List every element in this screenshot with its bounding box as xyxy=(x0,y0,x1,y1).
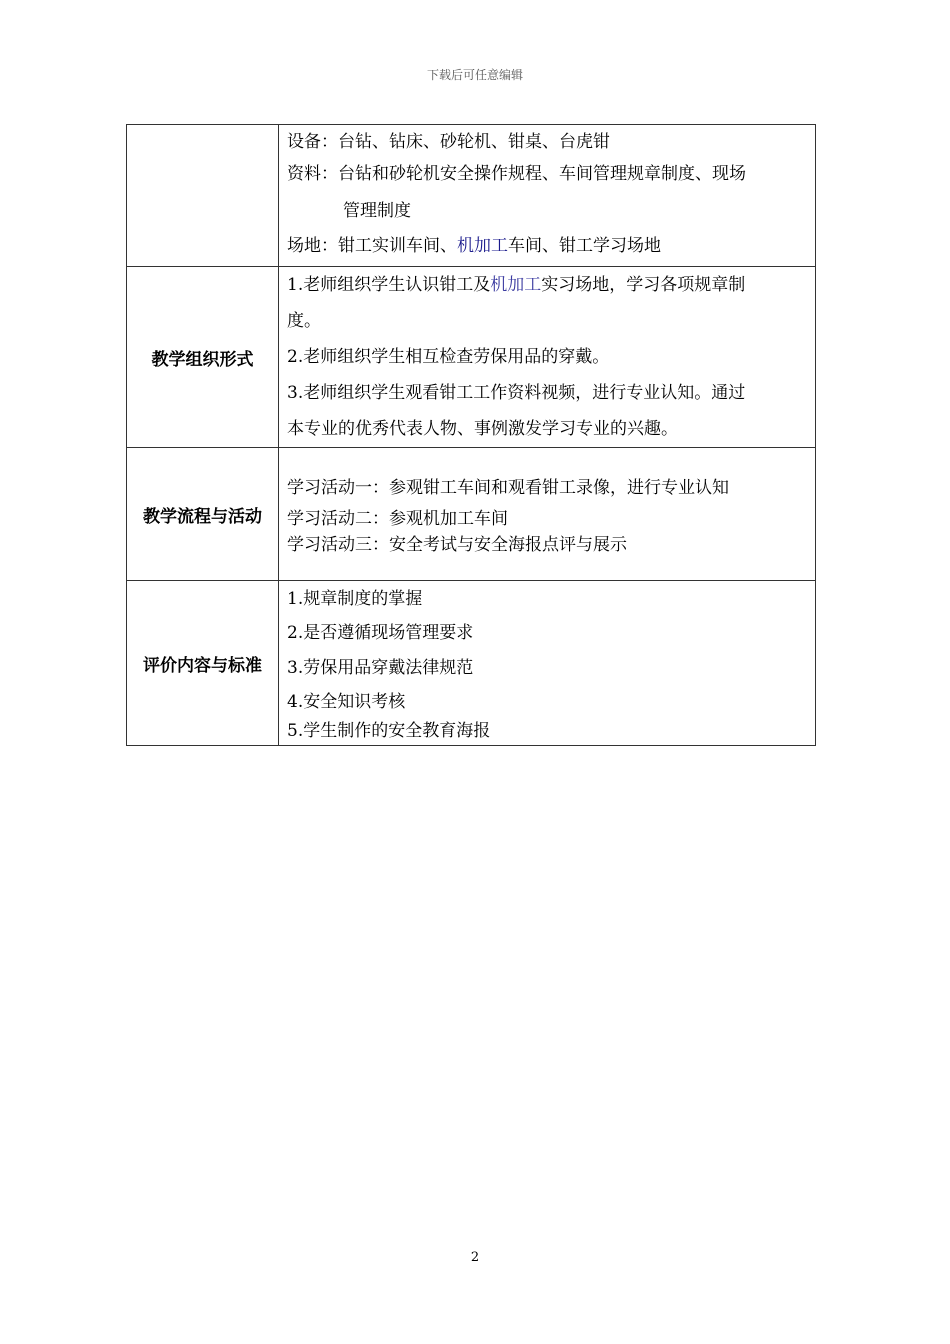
resources-cell xyxy=(279,125,816,267)
evaluation-cell xyxy=(279,581,816,746)
site-text-post: 车间、钳工学习场地 xyxy=(508,235,661,256)
page-number: 2 xyxy=(470,1250,480,1265)
organization-cell xyxy=(279,267,816,448)
activity-item: 学习活动一：参观钳工车间和观看钳工录像，进行专业认知 xyxy=(287,478,729,498)
table-row-activities xyxy=(127,448,816,581)
table-row-organization xyxy=(127,267,816,448)
criteria-item: 3.劳保用品穿戴法律规范 xyxy=(287,658,474,678)
criteria-item: 4.安全知识考核 xyxy=(287,692,406,712)
site-text-highlight: 机加工 xyxy=(457,235,508,256)
row-label-activities: 教学流程与活动 xyxy=(127,448,279,581)
org-item-3: 3.老师组织学生观看钳工工作资料视频，进行专业认知。通过 xyxy=(287,383,746,403)
activity-item: 学习活动二：参观机加工车间 xyxy=(287,509,508,529)
criteria-item: 1.规章制度的掌握 xyxy=(287,589,423,609)
equipment-line: 设备：台钻、钻床、砂轮机、钳桌、台虎钳 xyxy=(287,131,610,152)
org-item-1 xyxy=(287,267,807,303)
row-label-empty xyxy=(127,125,279,267)
activity-item: 学习活动三：安全考试与安全海报点评与展示 xyxy=(287,535,627,555)
site-line xyxy=(287,229,807,263)
materials-line: 资料：台钻和砂轮机安全操作规程、车间管理规章制度、现场 xyxy=(287,163,746,184)
site-text-pre: 场地：钳工实训车间、 xyxy=(287,235,457,256)
org-item-1-post: 实习场地，学习各项规章制 xyxy=(541,275,746,295)
org-item-1-pre: 1.老师组织学生认识钳工及 xyxy=(287,275,491,295)
criteria-item: 2.是否遵循现场管理要求 xyxy=(287,623,474,643)
page-header: 下载后可任意编辑 xyxy=(426,68,523,82)
lesson-plan-table xyxy=(126,124,816,746)
materials-line-cont: 管理制度 xyxy=(343,200,411,221)
activities-cell xyxy=(279,448,816,581)
row-label-evaluation: 评价内容与标准 xyxy=(127,581,279,746)
org-item-1-cont: 度。 xyxy=(287,311,321,331)
org-item-3-cont: 本专业的优秀代表人物、事例激发学习专业的兴趣。 xyxy=(287,419,678,439)
org-item-1-highlight: 机加工 xyxy=(490,275,542,295)
criteria-item: 5.学生制作的安全教育海报 xyxy=(287,721,491,741)
table-row-evaluation xyxy=(127,581,816,746)
table-row-resources xyxy=(127,125,816,267)
org-item-2: 2.老师组织学生相互检查劳保用品的穿戴。 xyxy=(287,347,610,367)
row-label-organization: 教学组织形式 xyxy=(127,267,279,448)
